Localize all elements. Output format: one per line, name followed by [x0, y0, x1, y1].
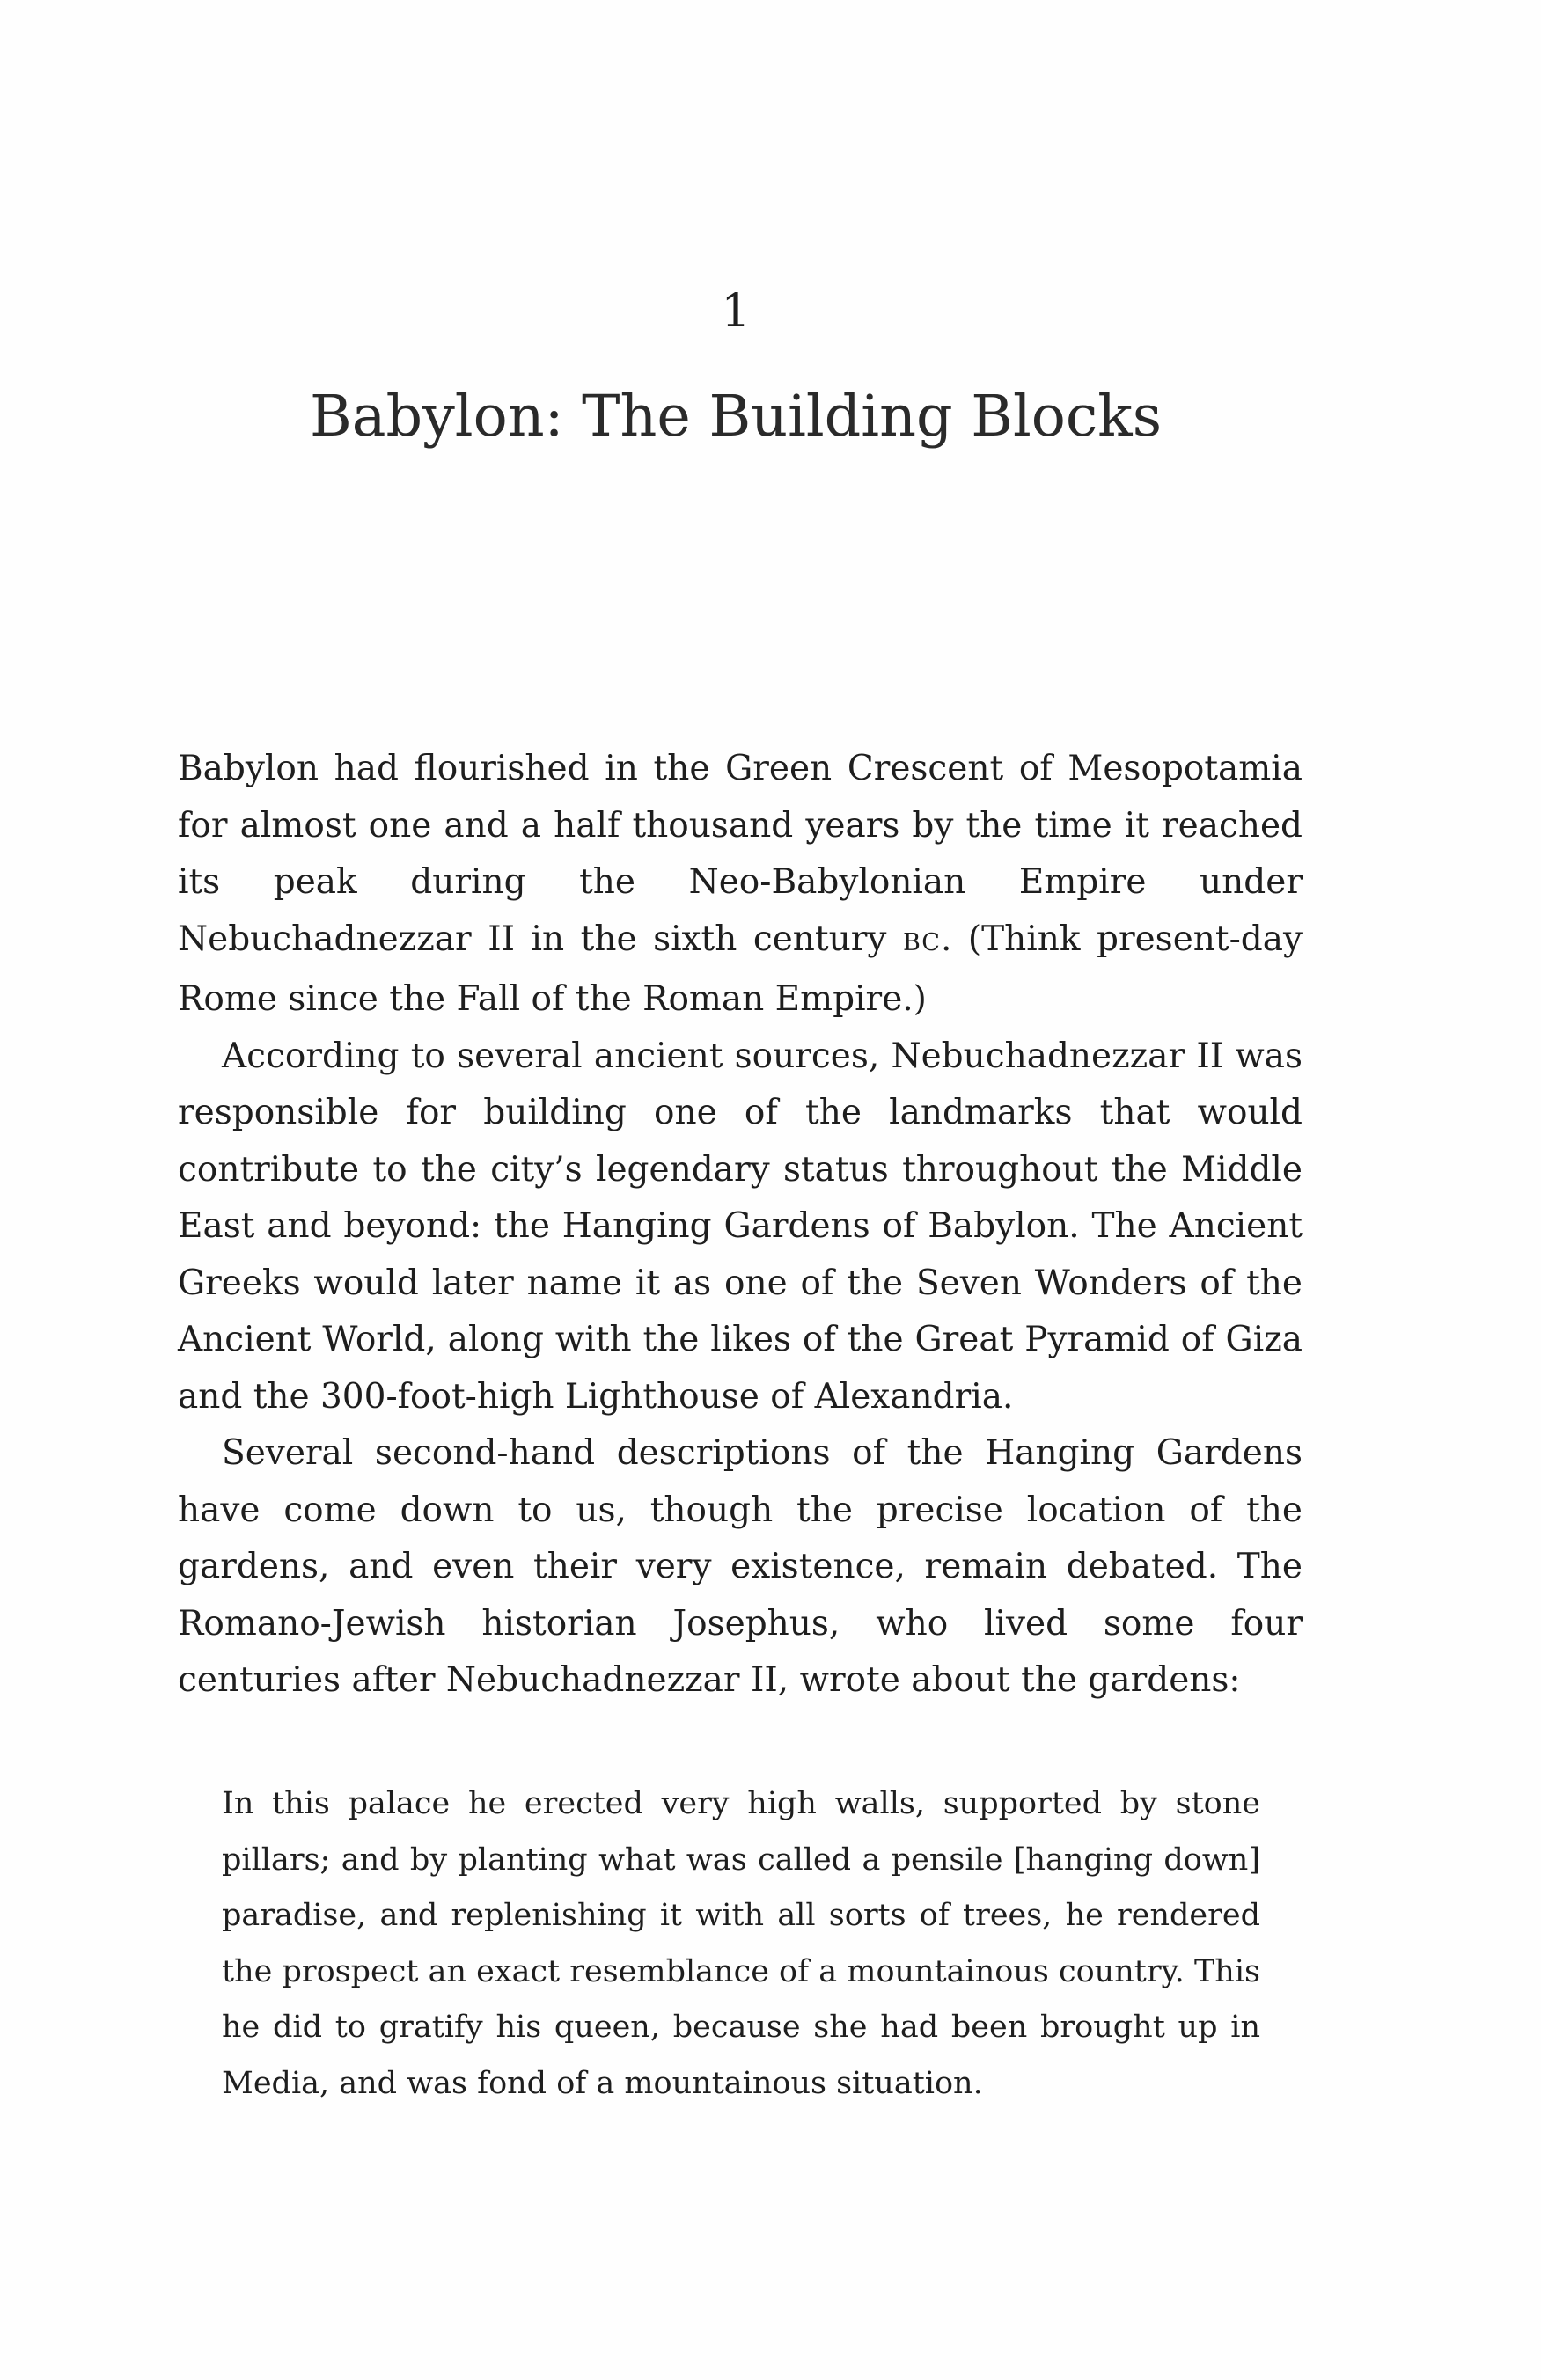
paragraph-1-text-a: Babylon had flourished in the Green Crescent of Mesopotamia for almost one and a half thousand years by the time it reached its peak during the Neo-Babylonian Empire under Nebuchadnezzar II in the sixth century: [178, 749, 1303, 959]
chapter-number: 1: [721, 285, 751, 338]
body-text: [178, 741, 1303, 1710]
era-abbreviation: BC: [902, 928, 941, 956]
paragraph-1: [178, 741, 1303, 1029]
paragraph-2: According to several ancient sources, Nebuchadnezzar II was responsible for building one of the landmarks that would contribute to the city’s legendary status throughout the Middle East and beyond: the Hanging Gardens of Babylon. The Ancient Greeks would later name it as one of the Seven Wonders of the Ancient World, along with the likes of the Great Pyramid of Giza and the 300-foot-high Lighthouse of Alexandria.: [178, 1036, 1303, 1417]
block-quote: In this palace he erected very high walls, supported by stone pillars; and by planting what was called a pensile [hanging down] paradise, and replenishing it with all sorts of trees, he rendered the prospect an exact resemblance of a mountainous country. This he did to gratify his queen, because she had been brought up in Media, and was fond of a mountainous situation.: [222, 1786, 1260, 2101]
paragraph-1-text-b: . (Think present-day Rome since the Fall of the Roman Empire.): [178, 919, 1303, 1019]
paragraph-3: Several second-hand descriptions of the Hanging Gardens have come down to us, though the precise location of the gardens, and even their very existence, remain debated. The Romano-Jewish historian Josephus, who lived some four centuries after Nebuchadnezzar II, wrote about the gardens:: [178, 1433, 1303, 1700]
chapter-title: Babylon: The Building Blocks: [309, 384, 1163, 450]
